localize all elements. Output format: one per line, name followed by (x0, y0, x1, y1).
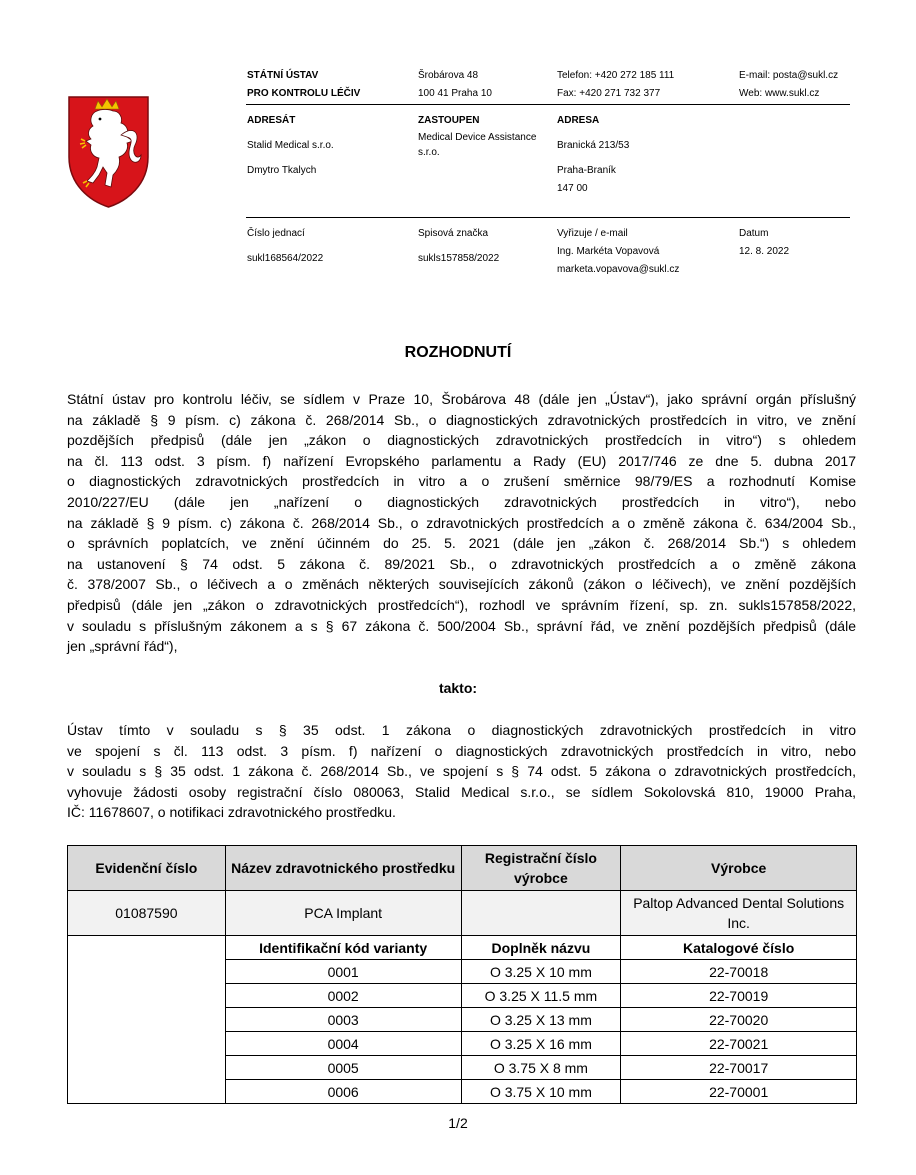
adresa-line1: Branická 213/53 (557, 140, 630, 151)
variant-katalog: 22-70020 (621, 1008, 857, 1032)
header-evidencni-cislo: Evidenční číslo (68, 846, 226, 891)
variant-doplnek: O 3.75 X 8 mm (461, 1056, 621, 1080)
preamble-line: jen „správní řád“), (67, 638, 178, 655)
org-web: Web: www.sukl.cz (739, 88, 820, 99)
datum-value: 12. 8. 2022 (739, 246, 790, 257)
decision-statement (67, 720, 856, 823)
page-number: 1/2 (448, 1115, 468, 1131)
org-phone: Telefon: +420 272 185 111 (557, 70, 675, 81)
spisova-znacka-value: sukls157858/2022 (418, 253, 500, 264)
vyrizuje-email: marketa.vopavova@sukl.cz (557, 264, 680, 275)
variant-header-kod: Identifikační kód varianty (225, 936, 461, 960)
variant-katalog: 22-70018 (621, 960, 857, 984)
statement-line: v souladu s § 35 odst. 1 zákona č. 268/2014 Sb., ve spojení s § 74 odst. 5 zákona o zdravotnických prostředcích, (67, 763, 856, 780)
variant-doplnek: O 3.25 X 16 mm (461, 1032, 621, 1056)
device-table (67, 845, 857, 1104)
variant-katalog: 22-70019 (621, 984, 857, 1008)
preamble-line: o diagnostických zdravotnických prostředcích in vitro a o zrušení směrnice 98/79/ES a rozhodnutí Komise (67, 473, 856, 490)
variant-kod: 0005 (225, 1056, 461, 1080)
org-email: E-mail: posta@sukl.cz (739, 70, 839, 81)
vyrizuje-label: Vyřizuje / e-mail (557, 228, 628, 239)
device-row (68, 891, 857, 936)
preamble-line: 2010/227/EU (dále jen „nařízení o diagnostických zdravotnických prostředcích in vitro“), nebo (67, 493, 856, 510)
adresat-line1: Stalid Medical s.r.o. (247, 140, 334, 151)
statement-line: Ústav tímto v souladu s § 35 odst. 1 zákona o diagnostických zdravotnických prostředcích in vitro (67, 722, 856, 738)
coat-of-arms-emblem (67, 95, 150, 209)
cislo-jednaci-label: Číslo jednací (247, 228, 305, 239)
preamble-line: o správních poplatcích, ve znění účinném do 25. 5. 2021 (dále jen „zákon č. 268/2014 Sb.“) s ohledem (67, 535, 856, 552)
statement-line: ve spojení s čl. 113 odst. 3 písm. f) nařízení o diagnostických zdravotnických prostředcích in vitro, nebo (67, 742, 856, 759)
decision-preamble (67, 389, 856, 657)
adresa-line3: 147 00 (557, 183, 588, 194)
variant-kod: 0004 (225, 1032, 461, 1056)
preamble-line: Státní ústav pro kontrolu léčiv, se sídlem v Praze 10, Šrobárova 48 (dále jen „Ústav“), jako správní orgán příslušný (67, 391, 856, 407)
document-title: ROZHODNUTÍ (404, 344, 512, 361)
variant-header-katalog: Katalogové číslo (621, 936, 857, 960)
header-divider-1 (246, 104, 850, 105)
variant-doplnek: O 3.75 X 10 mm (461, 1080, 621, 1104)
variant-kod: 0006 (225, 1080, 461, 1104)
org-name-line2: PRO KONTROLU LÉČIV (247, 88, 361, 99)
zastoupen-line2: s.r.o. (418, 147, 440, 158)
header-registracni-cislo: Registrační číslo výrobce (461, 846, 621, 891)
preamble-line: pozdějších předpisů (dále jen „zákon o diagnostických zdravotnických prostředcích in vitro“) s ohledem (67, 432, 856, 449)
lion-shield-icon (67, 95, 150, 209)
adresat-label: ADRESÁT (247, 115, 296, 126)
variant-doplnek: O 3.25 X 11.5 mm (461, 984, 621, 1008)
preamble-line: č. 378/2007 Sb., o léčivech a o změnách některých souvisejících zákonů (zákon o léčivech), ve znění pozdějších (67, 576, 856, 593)
device-evidencni-cislo: 01087590 (68, 891, 226, 936)
device-nazev: PCA Implant (225, 891, 461, 936)
statement-line: vyhovuje žádosti osoby registrační číslo 080063, Stalid Medical s.r.o., se sídlem Sokolovská 810, 19000 Praha, (67, 783, 856, 800)
spisova-znacka-label: Spisová značka (418, 228, 489, 239)
variant-katalog: 22-70017 (621, 1056, 857, 1080)
org-address-line1: Šrobárova 48 (418, 70, 479, 81)
preamble-line: na základě § 9 písm. c) zákona č. 268/2014 Sb., o diagnostických zdravotnických prostředcích in vitro, ve znění (67, 411, 856, 428)
variant-doplnek: O 3.25 X 13 mm (461, 1008, 621, 1032)
zastoupen-label: ZASTOUPEN (418, 115, 480, 126)
variant-blank-cell (68, 936, 226, 1104)
device-vyrobce: Paltop Advanced Dental Solutions Inc. (621, 891, 857, 936)
header-nazev: Název zdravotnického prostředku (225, 846, 461, 891)
variant-katalog: 22-70001 (621, 1080, 857, 1104)
variant-katalog: 22-70021 (621, 1032, 857, 1056)
preamble-line: na základě § 9 písm. c) zákona č. 268/2014 Sb., o zdravotnických prostředcích a o změně zákona č. 634/2004 Sb., (67, 514, 856, 531)
statement-line: IČ: 11678607, o notifikaci zdravotnického prostředku. (67, 804, 396, 821)
org-fax: Fax: +420 271 732 377 (557, 88, 661, 99)
preamble-line: na čl. 113 odst. 3 písm. f) nařízení Evropského parlamentu a Rady (EU) 2017/746 ze dne 5. dubna 2017 (67, 452, 856, 469)
vyrizuje-name: Ing. Markéta Vopavová (557, 246, 660, 257)
cislo-jednaci-value: sukl168564/2022 (247, 253, 324, 264)
preamble-line: předpisů (dále jen „zákon o zdravotnických prostředcích“), rozhodl ve správním řízení, sp. zn. sukls157858/2022, (67, 596, 856, 613)
header-divider-2 (246, 217, 850, 218)
adresat-line2: Dmytro Tkalych (247, 165, 317, 176)
variant-kod: 0001 (225, 960, 461, 984)
takto-heading: takto: (438, 680, 478, 696)
device-registracni-cislo (461, 891, 621, 936)
org-name-line1: STÁTNÍ ÚSTAV (247, 70, 319, 81)
datum-label: Datum (739, 228, 769, 239)
zastoupen-line1: Medical Device Assistance (418, 132, 537, 143)
header-vyrobce: Výrobce (621, 846, 857, 891)
variant-kod: 0002 (225, 984, 461, 1008)
variant-header-doplnek: Doplněk názvu (461, 936, 621, 960)
table-header-row (68, 846, 857, 891)
preamble-line: v souladu s příslušným zákonem a s § 67 zákona č. 500/2004 Sb., správní řád, ve znění pozdějších předpisů (dále (67, 617, 856, 634)
variant-kod: 0003 (225, 1008, 461, 1032)
preamble-line: na ustanovení § 74 odst. 5 zákona č. 89/2021 Sb., o zdravotnických prostředcích a o změně zákona (67, 555, 856, 572)
adresa-line2: Praha-Braník (557, 165, 616, 176)
variant-doplnek: O 3.25 X 10 mm (461, 960, 621, 984)
variant-header-row (68, 936, 857, 960)
org-address-line2: 100 41 Praha 10 (418, 88, 492, 99)
adresa-label: ADRESA (557, 115, 600, 126)
